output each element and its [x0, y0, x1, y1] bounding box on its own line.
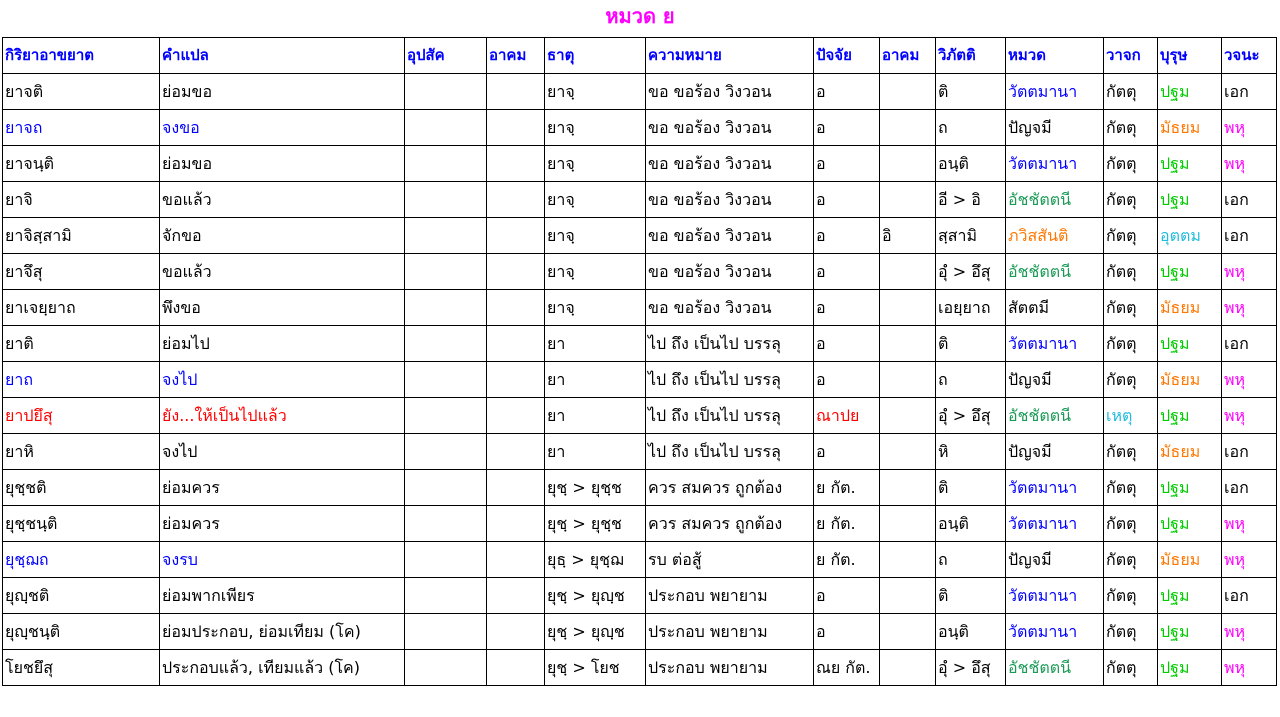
cell-augment — [487, 326, 545, 362]
cell-person: ปฐม — [1158, 398, 1222, 434]
cell-suffix: อ — [814, 218, 880, 254]
cell-verb: ยุชฺชติ — [3, 470, 160, 506]
table-row — [3, 398, 1277, 434]
table-row — [3, 254, 1277, 290]
cell-augment-2 — [880, 506, 936, 542]
cell-verb: ยาจึสุ — [3, 254, 160, 290]
cell-meaning: ขอ ขอร้อง วิงวอน — [646, 290, 814, 326]
cell-verb: โยชยึสุ — [3, 650, 160, 686]
cell-number: พหุ — [1222, 146, 1277, 182]
cell-translation: ยัง...ให้เป็นไปแล้ว — [160, 398, 405, 434]
cell-translation: พึงขอ — [160, 290, 405, 326]
cell-ending: อนฺติ — [936, 146, 1006, 182]
cell-root: ยาจฺ — [545, 254, 646, 290]
cell-number: พหุ — [1222, 542, 1277, 578]
cell-number: เอก — [1222, 218, 1277, 254]
cell-suffix: อ — [814, 182, 880, 218]
table-row — [3, 74, 1277, 110]
cell-prefix — [405, 578, 487, 614]
cell-augment-2 — [880, 290, 936, 326]
cell-meaning: ไป ถึง เป็นไป บรรลุ — [646, 434, 814, 470]
cell-verb: ยาเจยฺยาถ — [3, 290, 160, 326]
cell-verb: ยาจิสฺสามิ — [3, 218, 160, 254]
cell-root: ยาจฺ — [545, 290, 646, 326]
cell-translation: ย่อมพากเพียร — [160, 578, 405, 614]
cell-meaning: ไป ถึง เป็นไป บรรลุ — [646, 398, 814, 434]
cell-root: ยาจฺ — [545, 110, 646, 146]
cell-augment-2 — [880, 254, 936, 290]
cell-augment — [487, 218, 545, 254]
cell-augment — [487, 290, 545, 326]
cell-voice: กัตตุ — [1104, 254, 1158, 290]
cell-voice: กัตตุ — [1104, 290, 1158, 326]
cell-augment-2 — [880, 182, 936, 218]
cell-augment-2 — [880, 542, 936, 578]
cell-voice: เหตุ — [1104, 398, 1158, 434]
cell-person: มัธยม — [1158, 290, 1222, 326]
cell-suffix: อ — [814, 110, 880, 146]
cell-translation: ย่อมขอ — [160, 146, 405, 182]
cell-prefix — [405, 290, 487, 326]
cell-tense: วัตตมานา — [1006, 506, 1104, 542]
cell-voice: กัตตุ — [1104, 362, 1158, 398]
cell-meaning: ขอ ขอร้อง วิงวอน — [646, 110, 814, 146]
table-row — [3, 542, 1277, 578]
cell-augment — [487, 398, 545, 434]
cell-voice: กัตตุ — [1104, 542, 1158, 578]
cell-suffix: อ — [814, 362, 880, 398]
cell-number: พหุ — [1222, 506, 1277, 542]
cell-number: เอก — [1222, 434, 1277, 470]
cell-number: เอก — [1222, 182, 1277, 218]
cell-person: มัธยม — [1158, 362, 1222, 398]
cell-tense: สัตตมี — [1006, 290, 1104, 326]
cell-augment — [487, 506, 545, 542]
table-row — [3, 182, 1277, 218]
cell-tense: วัตตมานา — [1006, 326, 1104, 362]
cell-ending: ติ — [936, 578, 1006, 614]
cell-translation: ย่อมควร — [160, 506, 405, 542]
col-header-number: วจนะ — [1222, 38, 1277, 74]
cell-suffix: อ — [814, 74, 880, 110]
cell-prefix — [405, 182, 487, 218]
cell-augment — [487, 542, 545, 578]
cell-prefix — [405, 650, 487, 686]
cell-root: ยุธฺ > ยุชฺฌ — [545, 542, 646, 578]
cell-meaning: ขอ ขอร้อง วิงวอน — [646, 254, 814, 290]
cell-suffix: ย กัต. — [814, 470, 880, 506]
cell-voice: กัตตุ — [1104, 470, 1158, 506]
cell-translation: ขอแล้ว — [160, 254, 405, 290]
cell-prefix — [405, 110, 487, 146]
cell-tense: อัชชัตตนี — [1006, 398, 1104, 434]
table-row — [3, 470, 1277, 506]
table-row — [3, 578, 1277, 614]
cell-voice: กัตตุ — [1104, 74, 1158, 110]
cell-voice: กัตตุ — [1104, 182, 1158, 218]
cell-prefix — [405, 362, 487, 398]
table-row — [3, 146, 1277, 182]
cell-augment-2 — [880, 470, 936, 506]
cell-voice: กัตตุ — [1104, 146, 1158, 182]
cell-augment-2 — [880, 434, 936, 470]
cell-person: ปฐม — [1158, 182, 1222, 218]
col-header-voice: วาจก — [1104, 38, 1158, 74]
cell-person: มัธยม — [1158, 110, 1222, 146]
cell-verb: ยาจนฺติ — [3, 146, 160, 182]
col-header-translation: คำแปล — [160, 38, 405, 74]
cell-number: เอก — [1222, 578, 1277, 614]
table-row — [3, 326, 1277, 362]
cell-person: ปฐม — [1158, 326, 1222, 362]
cell-verb: ยุชฺชนฺติ — [3, 506, 160, 542]
cell-augment-2 — [880, 74, 936, 110]
cell-tense: อัชชัตตนี — [1006, 182, 1104, 218]
cell-augment-2 — [880, 578, 936, 614]
cell-ending: อุํ > อึสุ — [936, 398, 1006, 434]
cell-number: พหุ — [1222, 398, 1277, 434]
table-row — [3, 218, 1277, 254]
cell-root: ยุชฺ > โยช — [545, 650, 646, 686]
cell-tense: ภวิสสันติ — [1006, 218, 1104, 254]
col-header-prefix: อุปสัค — [405, 38, 487, 74]
cell-verb: ยาจถ — [3, 110, 160, 146]
cell-number: พหุ — [1222, 362, 1277, 398]
cell-verb: ยาถ — [3, 362, 160, 398]
cell-voice: กัตตุ — [1104, 326, 1158, 362]
cell-meaning: ประกอบ พยายาม — [646, 614, 814, 650]
cell-root: ยา — [545, 326, 646, 362]
cell-number: พหุ — [1222, 650, 1277, 686]
cell-augment — [487, 146, 545, 182]
cell-meaning: ประกอบ พยายาม — [646, 578, 814, 614]
cell-prefix — [405, 254, 487, 290]
cell-tense: ปัญจมี — [1006, 110, 1104, 146]
cell-meaning: ขอ ขอร้อง วิงวอน — [646, 218, 814, 254]
cell-ending: ติ — [936, 74, 1006, 110]
cell-person: ปฐม — [1158, 506, 1222, 542]
cell-verb: ยุชฺฌถ — [3, 542, 160, 578]
table-row — [3, 614, 1277, 650]
cell-translation: จงไป — [160, 434, 405, 470]
cell-tense: วัตตมานา — [1006, 74, 1104, 110]
cell-person: ปฐม — [1158, 650, 1222, 686]
cell-translation: ขอแล้ว — [160, 182, 405, 218]
cell-root: ยุชฺ > ยุชฺช — [545, 470, 646, 506]
cell-root: ยุชฺ > ยุญฺช — [545, 614, 646, 650]
cell-ending: อนฺติ — [936, 506, 1006, 542]
cell-root: ยาจฺ — [545, 74, 646, 110]
cell-number: พหุ — [1222, 614, 1277, 650]
table-row — [3, 650, 1277, 686]
cell-meaning: ไป ถึง เป็นไป บรรลุ — [646, 326, 814, 362]
cell-augment — [487, 434, 545, 470]
cell-person: มัธยม — [1158, 542, 1222, 578]
cell-verb: ยาหิ — [3, 434, 160, 470]
cell-voice: กัตตุ — [1104, 614, 1158, 650]
cell-tense: ปัญจมี — [1006, 542, 1104, 578]
cell-augment — [487, 74, 545, 110]
cell-translation: จักขอ — [160, 218, 405, 254]
cell-suffix: ณย กัต. — [814, 650, 880, 686]
cell-person: อุตตม — [1158, 218, 1222, 254]
cell-tense: ปัญจมี — [1006, 434, 1104, 470]
cell-root: ยา — [545, 362, 646, 398]
cell-ending: อุํ > อึสุ — [936, 254, 1006, 290]
cell-number: พหุ — [1222, 254, 1277, 290]
cell-voice: กัตตุ — [1104, 578, 1158, 614]
cell-person: ปฐม — [1158, 74, 1222, 110]
cell-suffix: ณาปย — [814, 398, 880, 434]
cell-tense: อัชชัตตนี — [1006, 650, 1104, 686]
cell-tense: ปัญจมี — [1006, 362, 1104, 398]
cell-augment — [487, 650, 545, 686]
cell-suffix: อ — [814, 146, 880, 182]
table-row — [3, 110, 1277, 146]
cell-meaning: ควร สมควร ถูกต้อง — [646, 470, 814, 506]
cell-root: ยาจฺ — [545, 218, 646, 254]
table-row — [3, 290, 1277, 326]
cell-voice: กัตตุ — [1104, 650, 1158, 686]
cell-suffix: อ — [814, 434, 880, 470]
cell-augment-2 — [880, 146, 936, 182]
cell-ending: อี > อิ — [936, 182, 1006, 218]
cell-tense: วัตตมานา — [1006, 470, 1104, 506]
cell-suffix: อ — [814, 578, 880, 614]
cell-prefix — [405, 146, 487, 182]
cell-augment-2 — [880, 110, 936, 146]
cell-suffix: ย กัต. — [814, 542, 880, 578]
cell-translation: จงไป — [160, 362, 405, 398]
cell-augment-2 — [880, 326, 936, 362]
table-row — [3, 362, 1277, 398]
table-row — [3, 434, 1277, 470]
table-row — [3, 506, 1277, 542]
cell-number: เอก — [1222, 74, 1277, 110]
cell-tense: วัตตมานา — [1006, 578, 1104, 614]
cell-voice: กัตตุ — [1104, 434, 1158, 470]
cell-verb: ยุญฺชติ — [3, 578, 160, 614]
cell-prefix — [405, 542, 487, 578]
cell-translation: ประกอบแล้ว, เทียมแล้ว (โค) — [160, 650, 405, 686]
cell-ending: อุํ > อึสุ — [936, 650, 1006, 686]
cell-person: ปฐม — [1158, 254, 1222, 290]
cell-translation: ย่อมประกอบ, ย่อมเทียม (โค) — [160, 614, 405, 650]
cell-number: พหุ — [1222, 290, 1277, 326]
cell-number: พหุ — [1222, 110, 1277, 146]
cell-translation: ย่อมขอ — [160, 74, 405, 110]
cell-augment-2 — [880, 398, 936, 434]
cell-prefix — [405, 326, 487, 362]
cell-suffix: อ — [814, 290, 880, 326]
cell-voice: กัตตุ — [1104, 506, 1158, 542]
col-header-meaning: ความหมาย — [646, 38, 814, 74]
cell-augment-2 — [880, 614, 936, 650]
cell-verb: ยาจติ — [3, 74, 160, 110]
cell-number: เอก — [1222, 326, 1277, 362]
cell-prefix — [405, 614, 487, 650]
cell-verb: ยาจิ — [3, 182, 160, 218]
cell-suffix: ย กัต. — [814, 506, 880, 542]
cell-tense: วัตตมานา — [1006, 146, 1104, 182]
cell-augment — [487, 254, 545, 290]
cell-person: ปฐม — [1158, 146, 1222, 182]
cell-prefix — [405, 218, 487, 254]
col-header-tense: หมวด — [1006, 38, 1104, 74]
cell-translation: จงขอ — [160, 110, 405, 146]
cell-voice: กัตตุ — [1104, 110, 1158, 146]
cell-suffix: อ — [814, 326, 880, 362]
cell-prefix — [405, 74, 487, 110]
cell-meaning: ขอ ขอร้อง วิงวอน — [646, 182, 814, 218]
cell-translation: ย่อมควร — [160, 470, 405, 506]
cell-person: ปฐม — [1158, 614, 1222, 650]
cell-prefix — [405, 398, 487, 434]
cell-tense: อัชชัตตนี — [1006, 254, 1104, 290]
cell-prefix — [405, 506, 487, 542]
cell-prefix — [405, 434, 487, 470]
cell-augment — [487, 182, 545, 218]
cell-meaning: ควร สมควร ถูกต้อง — [646, 506, 814, 542]
cell-ending: ถ — [936, 362, 1006, 398]
header-row — [3, 38, 1277, 74]
col-header-root: ธาตุ — [545, 38, 646, 74]
col-header-verb: กิริยาอาขยาต — [3, 38, 160, 74]
cell-tense: วัตตมานา — [1006, 614, 1104, 650]
cell-ending: ถ — [936, 542, 1006, 578]
cell-meaning: ไป ถึง เป็นไป บรรลุ — [646, 362, 814, 398]
cell-suffix: อ — [814, 614, 880, 650]
cell-root: ยา — [545, 398, 646, 434]
cell-augment — [487, 470, 545, 506]
col-header-augment-2: อาคม — [880, 38, 936, 74]
cell-root: ยาจฺ — [545, 182, 646, 218]
cell-person: ปฐม — [1158, 578, 1222, 614]
cell-augment-2 — [880, 650, 936, 686]
cell-translation: ย่อมไป — [160, 326, 405, 362]
col-header-person: บุรุษ — [1158, 38, 1222, 74]
verb-table — [2, 37, 1277, 686]
cell-augment-2 — [880, 362, 936, 398]
cell-meaning: ขอ ขอร้อง วิงวอน — [646, 146, 814, 182]
cell-person: ปฐม — [1158, 470, 1222, 506]
cell-translation: จงรบ — [160, 542, 405, 578]
cell-ending: ติ — [936, 470, 1006, 506]
cell-verb: ยุญฺชนฺติ — [3, 614, 160, 650]
cell-person: มัธยม — [1158, 434, 1222, 470]
cell-voice: กัตตุ — [1104, 218, 1158, 254]
cell-root: ยาจฺ — [545, 146, 646, 182]
cell-meaning: ประกอบ พยายาม — [646, 650, 814, 686]
cell-augment — [487, 614, 545, 650]
cell-prefix — [405, 470, 487, 506]
cell-number: เอก — [1222, 470, 1277, 506]
cell-ending: ติ — [936, 326, 1006, 362]
cell-ending: ถ — [936, 110, 1006, 146]
cell-verb: ยาติ — [3, 326, 160, 362]
col-header-ending: วิภัตติ — [936, 38, 1006, 74]
cell-augment — [487, 578, 545, 614]
cell-ending: เอยฺยาถ — [936, 290, 1006, 326]
cell-ending: หิ — [936, 434, 1006, 470]
col-header-augment: อาคม — [487, 38, 545, 74]
cell-root: ยุชฺ > ยุชฺช — [545, 506, 646, 542]
col-header-suffix: ปัจจัย — [814, 38, 880, 74]
page-title: หมวด ย — [605, 4, 675, 28]
cell-ending: สฺสามิ — [936, 218, 1006, 254]
cell-meaning: ขอ ขอร้อง วิงวอน — [646, 74, 814, 110]
table-body — [3, 74, 1277, 686]
cell-meaning: รบ ต่อสู้ — [646, 542, 814, 578]
cell-verb: ยาปยึสุ — [3, 398, 160, 434]
cell-root: ยา — [545, 434, 646, 470]
cell-augment — [487, 362, 545, 398]
cell-augment-2: อิ — [880, 218, 936, 254]
cell-augment — [487, 110, 545, 146]
cell-suffix: อ — [814, 254, 880, 290]
cell-root: ยุชฺ > ยุญฺช — [545, 578, 646, 614]
cell-ending: อนฺติ — [936, 614, 1006, 650]
